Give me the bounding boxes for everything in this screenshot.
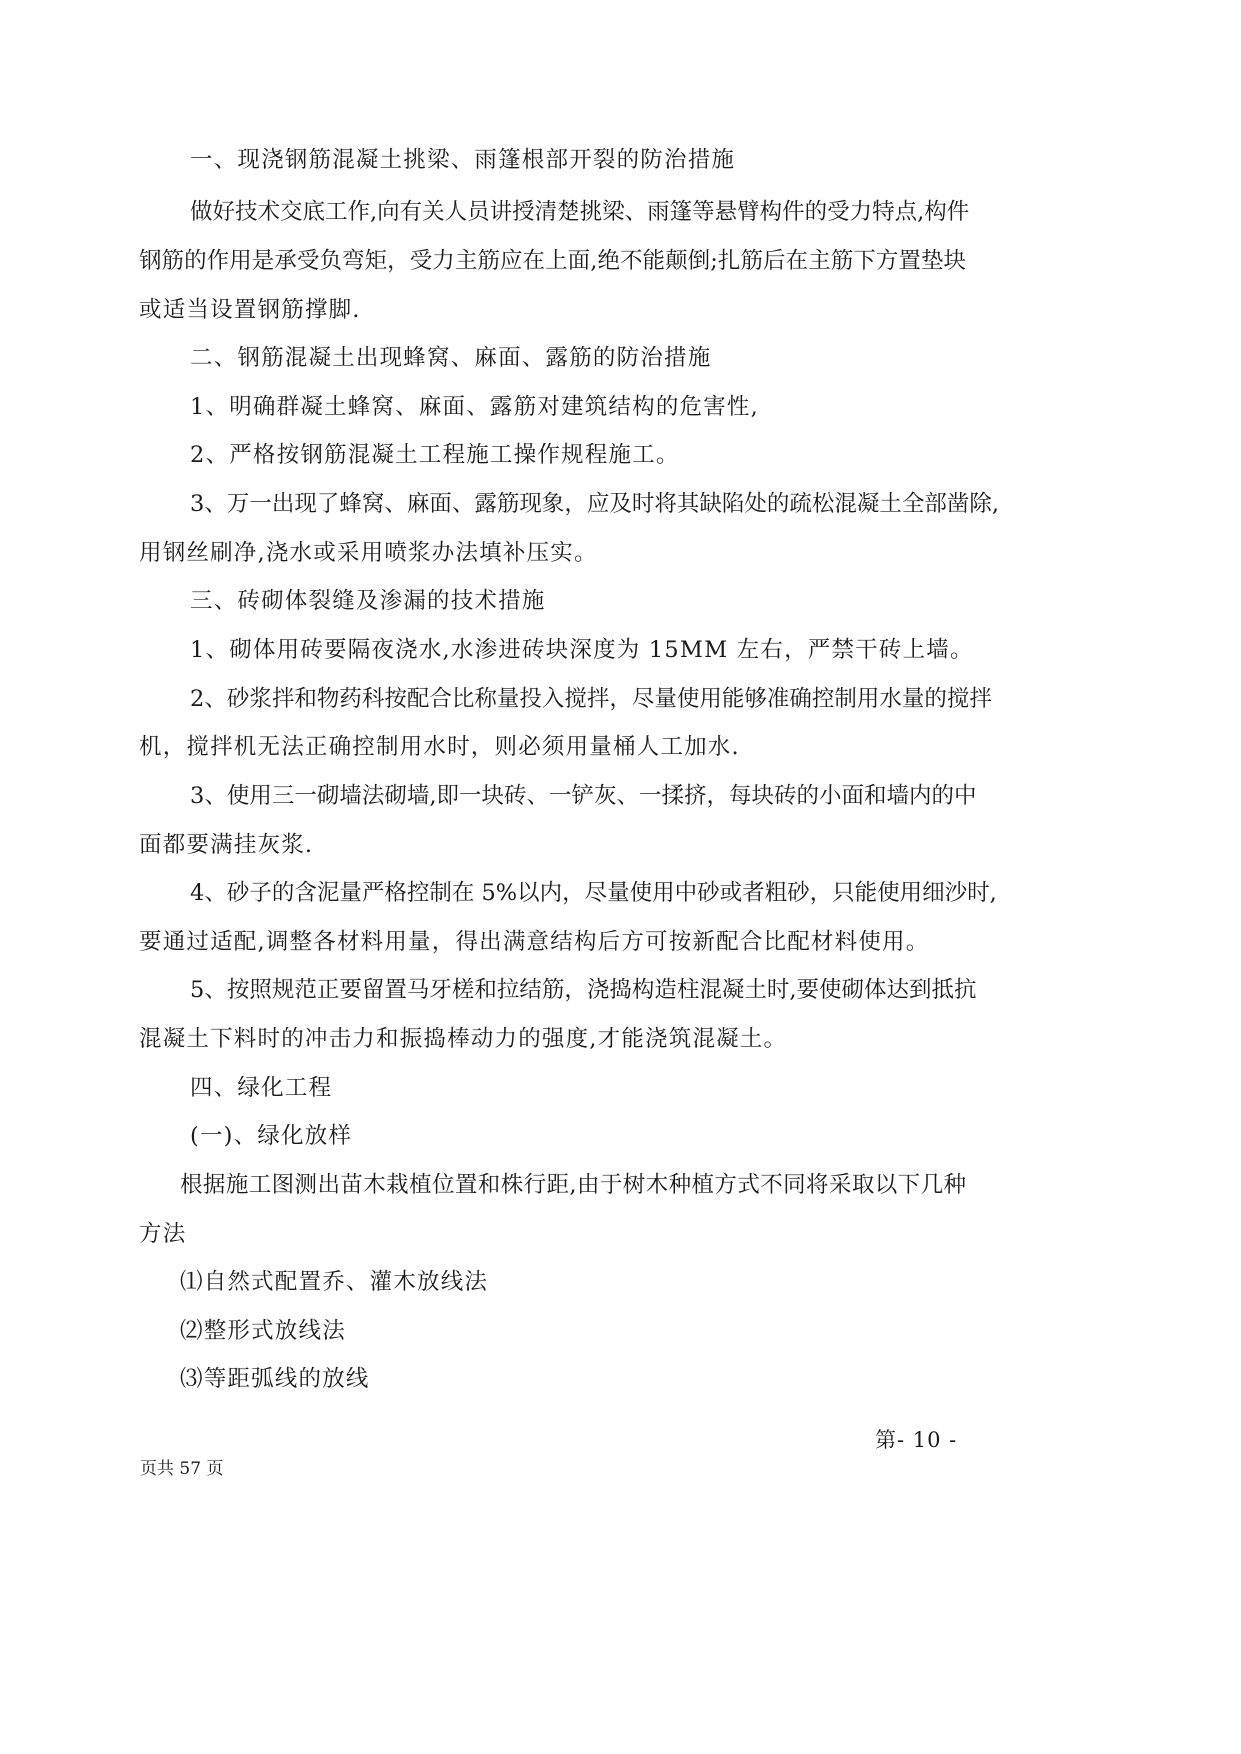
heading-3: 三、砖砌体裂缝及渗漏的技术措施 bbox=[190, 588, 546, 614]
paragraph-line: 根据施工图测出苗木栽植位置和株行距,由于树木种植方式不同将采取以下几种 bbox=[180, 1172, 966, 1198]
paragraph-line: 做好技术交底工作,向有关人员讲授清楚挑梁、雨篷等悬臂构件的受力特点,构件 bbox=[190, 199, 970, 225]
list-item: ⑴自然式配置乔、灌木放线法 bbox=[180, 1269, 489, 1295]
paragraph-line: 或适当设置钢筋撑脚. bbox=[139, 297, 361, 323]
paragraph-line: 方法 bbox=[139, 1221, 187, 1247]
total-pages: 页共 57 页 bbox=[140, 1459, 224, 1479]
paragraph-line: 用钢丝刷净,浇水或采用喷浆办法填补压实。 bbox=[139, 540, 598, 566]
heading-1: 一、现浇钢筋混凝土挑梁、雨篷根部开裂的防治措施 bbox=[190, 147, 736, 173]
list-item: 1、明确群凝土蜂窝、麻面、露筋对建筑结构的危害性, bbox=[190, 394, 759, 420]
list-item: 2、砂浆拌和物药科按配合比称量投入搅拌，尽量使用能够准确控制用水量的搅拌 bbox=[190, 686, 992, 712]
list-item: 2、严格按钢筋混凝土工程施工操作规程施工。 bbox=[190, 442, 680, 468]
list-item: ⑶等距弧线的放线 bbox=[180, 1366, 370, 1392]
paragraph-line: 要通过适配,调整各材料用量，得出满意结构后方可按新配合比配材料使用。 bbox=[139, 929, 930, 955]
paragraph-line: 面都要满挂灰浆. bbox=[139, 832, 314, 858]
subheading: (一)、绿化放样 bbox=[190, 1123, 353, 1149]
list-item: 3、万一出现了蜂窝、麻面、露筋现象，应及时将其缺陷处的疏松混凝土全部凿除, bbox=[190, 491, 999, 517]
page-number: 第- 10 - bbox=[875, 1428, 958, 1452]
list-item: ⑵整形式放线法 bbox=[180, 1318, 346, 1344]
list-item: 4、砂子的含泥量严格控制在 5%以内，尽量使用中砂或者粗砂，只能使用细沙时, bbox=[190, 880, 997, 906]
heading-2: 二、钢筋混凝土出现蜂窝、麻面、露筋的防治措施 bbox=[190, 345, 712, 371]
paragraph-line: 混凝土下料时的冲击力和振捣棒动力的强度,才能浇筑混凝土。 bbox=[139, 1026, 788, 1052]
heading-4: 四、绿化工程 bbox=[190, 1075, 333, 1101]
list-item: 1、砌体用砖要隔夜浇水,水渗进砖块深度为 15MM 左右，严禁干砖上墙。 bbox=[190, 637, 974, 663]
list-item: 5、按照规范正要留置马牙槎和拉结筋，浇捣构造柱混凝土时,要使砌体达到抵抗 bbox=[190, 977, 977, 1003]
paragraph-line: 钢筋的作用是承受负弯矩，受力主筋应在上面,绝不能颠倒;扎筋后在主筋下方置垫块 bbox=[139, 248, 966, 274]
paragraph-line: 机，搅拌机无法正确控制用水时，则必须用量桶人工加水. bbox=[139, 734, 740, 760]
list-item: 3、使用三一砌墙法砌墙,即一块砖、一铲灰、一揉挤，每块砖的小面和墙内的中 bbox=[190, 783, 977, 809]
